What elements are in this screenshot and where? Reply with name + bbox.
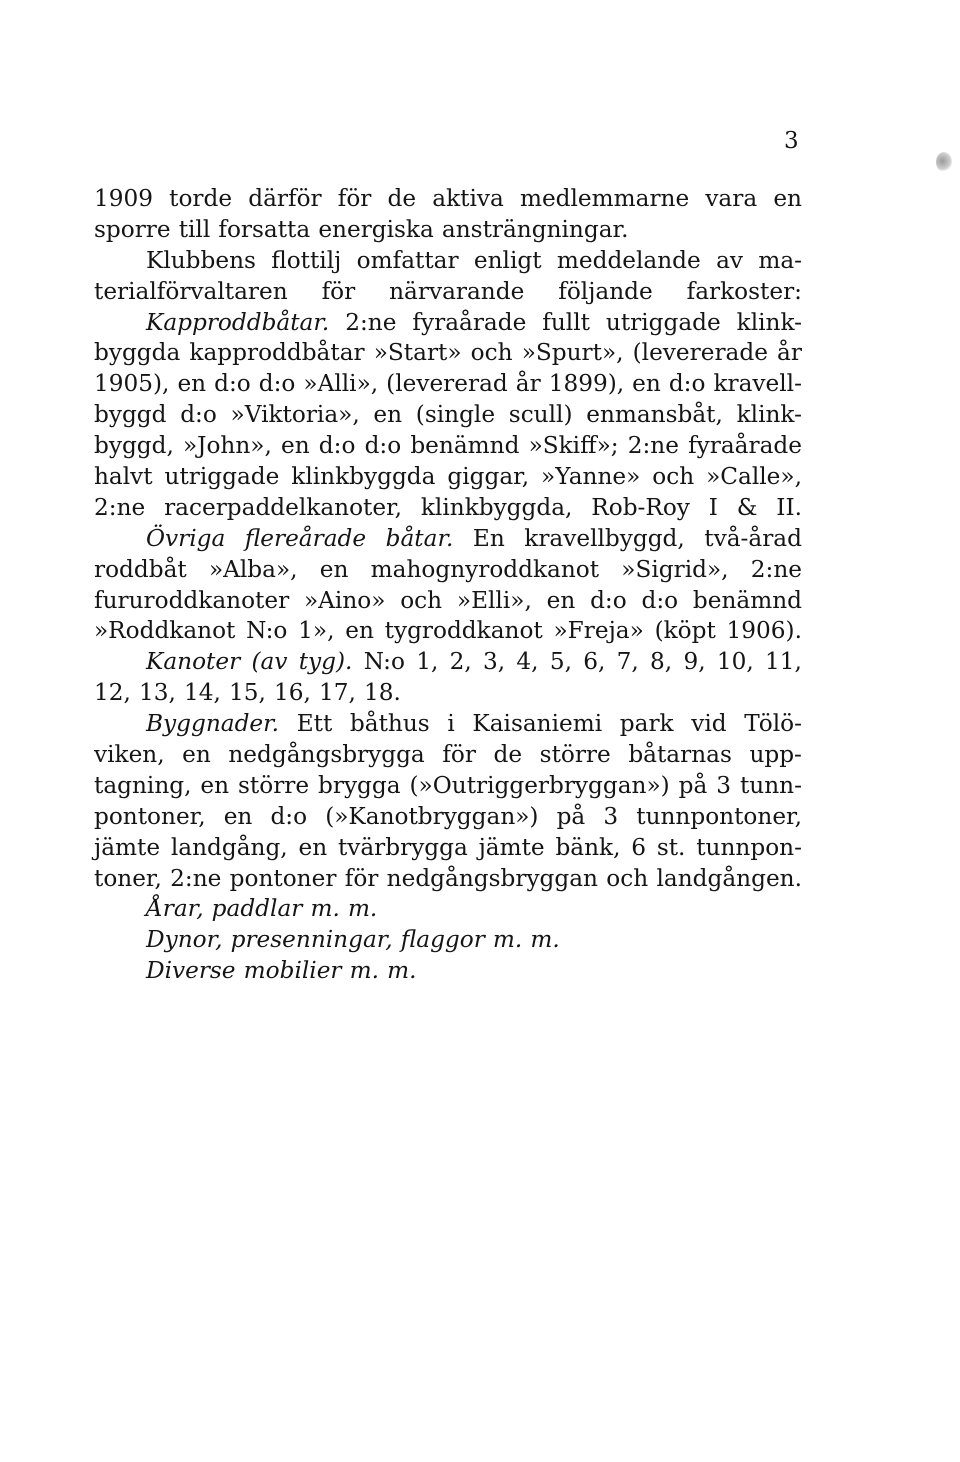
word: tunnpon- [696,833,802,861]
word: (»Kanotbryggan») [325,802,539,830]
word: 15, [229,679,266,707]
word: 1, [416,648,439,676]
text-line [94,802,802,833]
word: och [652,463,695,491]
word: en [200,771,230,799]
word: »Sigrid», [621,555,729,583]
word: 1», [298,617,335,645]
word: Klubbens [146,246,256,274]
word: 1906). [726,617,802,645]
word: meddelande [556,246,701,274]
word: toner, [94,864,162,892]
word: på [678,771,708,799]
word: Tölö- [744,710,802,738]
word: (levererad [386,370,508,398]
word: »Aino» [303,586,386,614]
word: en [773,185,802,212]
word: en [223,802,253,830]
text-line [94,678,802,709]
word: mobilier [243,957,342,985]
word: 7, [616,648,639,676]
word: en [281,432,310,460]
text-line [94,925,802,956]
word: mahognyroddkanot [370,555,600,583]
word: och [470,339,513,367]
word: nedgångsbryggan [386,864,598,892]
word: för [344,864,379,892]
word: roddbåt [94,555,187,583]
word: 1899), [548,370,625,398]
word: (av [251,648,288,676]
word: 14, [184,679,221,707]
word: Ett [296,710,333,738]
word: 3 [716,771,732,799]
word: 9, [683,648,706,676]
word: d:o [590,586,627,614]
word: år [777,339,802,367]
word: enligt [473,246,542,274]
word: sporre [94,215,171,243]
word: på [556,802,586,830]
word: d:o [364,432,402,460]
word: Övriga [146,524,226,552]
word: därför [248,185,322,212]
word: 8, [650,648,673,676]
word: d:o [270,802,308,830]
word: forsatta [218,215,311,243]
word: större [539,741,611,769]
word: en [546,586,576,614]
word: 2:ne [627,432,679,460]
word: paddlar [211,895,303,923]
word: kapproddbåtar [189,339,365,367]
text-line [94,833,802,864]
word: följande [558,277,653,305]
word: för [442,741,476,769]
body-text [94,184,802,987]
word: 6 [631,833,647,861]
word: Byggnader. [146,710,280,738]
word: racerpaddelkanoter, [164,493,403,521]
word: fyraårade [688,432,802,460]
word: 17, [319,679,356,707]
word: park [619,710,674,738]
word: landgång, [170,833,288,861]
word: (single [415,401,496,429]
word: en [182,741,211,769]
word: d:o [214,370,251,398]
word: »Spurt», [521,339,624,367]
word: 12, [94,679,131,707]
word: (levererade [632,339,768,367]
word: utriggade [164,463,280,491]
word: närvarande [389,277,525,305]
word: upp- [749,741,802,769]
word: en [345,617,374,645]
text-line [94,894,802,925]
text-line [94,462,802,493]
word: 6, [583,648,606,676]
word: d:o [318,432,356,460]
word: flaggor [400,926,485,954]
word: båtar. [385,524,454,552]
word: benämnd [410,432,520,460]
word: landgången. [656,864,802,892]
word: torde [169,185,233,212]
word: 3, [483,648,506,676]
text-line [94,864,802,895]
word: fullt [542,308,590,336]
word: 2:ne [345,308,397,336]
word: farkoster: [686,277,802,305]
word: tyg). [298,648,353,676]
word: jämte [94,833,161,861]
text-line [94,555,802,586]
text-line [94,771,802,802]
word: pontoner [229,864,337,892]
word: vara [705,185,758,212]
word: »Calle», [706,463,802,491]
word: tunnpontoner, [636,802,802,830]
print-speck [936,152,952,172]
word: i [447,710,455,738]
word: klinkbyggda [291,463,436,491]
word: »Skiff»; [528,432,619,460]
word: medlemmarne [519,185,690,212]
word: m. [349,957,379,985]
word: scull) [508,401,573,429]
text-line [94,616,802,647]
word: klink- [736,308,802,336]
word: tunn- [739,771,802,799]
word: 5, [549,648,572,676]
word: tagning, [94,771,192,799]
word: 10, [716,648,754,676]
word: 4, [516,648,539,676]
word: energiska [318,215,434,243]
word: byggda [94,339,181,367]
word: 1905), [94,370,170,398]
word: »Roddkanot [94,617,236,645]
text-line [94,369,802,400]
word: bänk, [555,833,621,861]
word: giggar, [447,463,530,491]
word: en [632,370,661,398]
word: båthus [349,710,430,738]
word: Diverse [146,957,236,985]
word: båtarnas [628,741,732,769]
word: 2:ne [170,864,222,892]
word: fyraårade [412,308,527,336]
word: 16, [274,679,311,707]
word: I [708,493,718,521]
word: till [178,215,211,243]
word: II. [776,493,802,521]
word: enmansbåt, [586,401,723,429]
word: d:o [258,370,296,398]
word: »Elli», [456,586,532,614]
word: flereårade [244,524,367,552]
word: brygga [318,771,401,799]
word: ansträngningar. [441,215,629,243]
text-line [94,740,802,771]
word: (köpt [654,617,716,645]
word: för [337,185,372,212]
word: En [472,524,505,552]
word: Kapproddbåtar. [146,308,330,336]
word: en [373,401,403,429]
text-line [94,956,802,987]
word: nedgångsbrygga [228,741,425,769]
word: presenningar, [230,926,393,954]
word: »Start» [373,339,462,367]
text-line [94,647,802,678]
word: ma- [758,246,802,274]
word: halvt [94,463,153,491]
text-line [94,246,802,277]
word: pontoner, [94,802,206,830]
word: fururoddkanoter [94,586,290,614]
text-line [94,493,802,524]
text-line [94,586,802,617]
word: d:o [668,370,706,398]
word: Årar, [146,895,204,923]
word: »John», [182,432,272,460]
word: 3 [603,802,619,830]
word: 11, [765,648,802,676]
word: 1909 [94,185,154,212]
word: d:o [641,586,679,614]
word: viken, [94,741,165,769]
word: »Alba», [208,555,298,583]
word: »Alli», [303,370,379,398]
word: utriggade [605,308,721,336]
word: N:o [363,648,405,676]
word: två-årad [704,524,802,552]
word: de [493,741,523,769]
word: »Freja» [553,617,644,645]
word: 2:ne [750,555,802,583]
word: kravell- [713,370,802,398]
word: 13, [139,679,176,707]
word: m. [347,895,378,923]
word: Dynor, [146,926,223,954]
word: tygroddkanot [384,617,543,645]
page-number: 3 [784,128,800,154]
word: en [298,833,328,861]
word: aktiva [432,185,504,212]
word: (»Outriggerbryggan») [409,771,670,799]
text-line [94,709,802,740]
word: och [400,586,443,614]
word: N:o [246,617,288,645]
word: terialförvaltaren [94,277,288,305]
word: en [319,555,349,583]
word: m. [310,895,340,923]
word: för [321,277,356,305]
word: en [177,370,207,398]
word: år [515,370,541,398]
word: m. [530,926,560,954]
word: klinkbyggda, [420,493,573,521]
word: tvärbrygga [337,833,468,861]
word: de [387,185,417,212]
word: byggd, [94,432,174,460]
word: benämnd [692,586,802,614]
word: Kanoter [146,648,241,676]
word: 2:ne [94,493,146,521]
word: Kaisaniemi [472,710,603,738]
word: omfattar [356,246,459,274]
word: jämte [478,833,545,861]
text-line [94,277,802,308]
word: »Viktoria», [230,401,360,429]
word: 18. [364,679,401,707]
text-line [94,400,802,431]
text-line [94,338,802,369]
word: flottilj [271,246,342,274]
word: klink- [736,401,802,429]
word: och [606,864,649,892]
word: byggd [94,401,167,429]
word: vid [691,710,727,738]
text-line [94,431,802,462]
word: kravellbyggd, [524,524,685,552]
text-line [94,215,802,246]
text-line [94,524,802,555]
word: Rob-Roy [591,493,690,521]
word: d:o [180,401,217,429]
word: »Yanne» [541,463,641,491]
word: av [716,246,744,274]
text-line [94,184,802,215]
word: m. [492,926,523,954]
word: st. [656,833,686,861]
word: m. [387,957,417,985]
text-line [94,308,802,339]
word: 2, [449,648,472,676]
word: & [736,493,758,521]
word: större [238,771,310,799]
